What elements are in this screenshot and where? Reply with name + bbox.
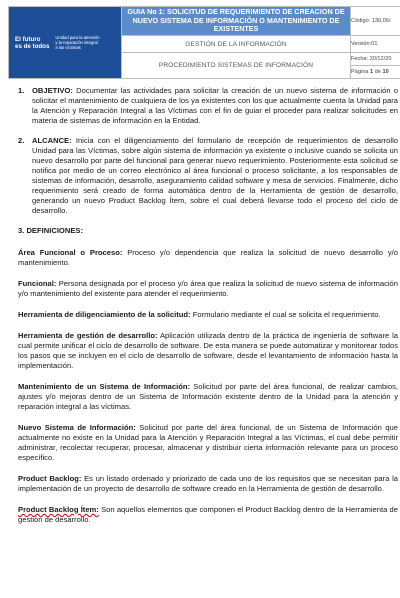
definition-text: Persona designada por el proceso y/o área que realiza la solicitud de nuevo sistema de información y/o mantenimiento del existente para atender el requerimiento.: [18, 279, 398, 298]
definition-item: [18, 248, 398, 268]
definition-term: Mantenimiento de un Sistema de Información:: [18, 382, 191, 391]
definition-term: Nuevo Sistema de Información:: [18, 423, 136, 432]
definition-term: Área Funcional o Proceso:: [18, 248, 123, 257]
procedimiento-label: PROCEDIMIENTO SISTEMAS DE INFORMACIÓN: [122, 53, 351, 79]
section-alcance: [18, 136, 398, 216]
pagina-num: 1: [369, 69, 374, 75]
logo-sub-text: Unidad para la atención y la reparación integral a las víctimas: [55, 35, 100, 50]
version: Versión:01: [351, 36, 400, 53]
definition-text: Solicitud por parte del área funcional, de un Sistema de Información que actualmente no existe en la Unidad para la Atención y Reparación Integral a las Víctimas, el cual debe permitir administrar, recolectar recuperar, procesar, almacenar y distribuir cierta información relevante para un proceso específico.: [18, 423, 398, 462]
definition-item: [18, 279, 398, 299]
definition-term: Herramienta de gestión de desarrollo:: [18, 331, 158, 340]
section-number: 2.: [18, 136, 25, 145]
definiciones-heading: 3. DEFINICIONES:: [18, 226, 83, 235]
fecha: Fecha: 20/12/20: [351, 53, 400, 66]
section-number: 1.: [18, 86, 25, 95]
section-objetivo: [18, 86, 398, 126]
definition-item: [18, 474, 398, 494]
definition-item: [18, 331, 398, 371]
definition-item: [18, 310, 398, 320]
definition-text: Formulario mediante el cual se solicita el requerimiento.: [190, 310, 381, 319]
document-body: [18, 86, 398, 536]
unidad-logo: [9, 31, 121, 54]
definition-term: Herramienta de diligenciamiento de la solicitud:: [18, 310, 191, 319]
gestion-label: GESTIÓN DE LA INFORMACIÓN: [122, 36, 351, 53]
document-header: [8, 6, 400, 79]
pagina-total: 10: [382, 69, 389, 75]
definition-text: Aplicación utilizada dentro de la práctica de ingeniería de software la cual permite unificar el ciclo de desarrollo de software. De esta manera se puede automatizar y monitorear todos los pasos que se incluyen en el ciclo de desarrollo de software, desde el levantamiento de información hasta la implementación.: [18, 331, 398, 370]
definitions-list: [18, 248, 398, 525]
definition-text: Proceso y/o dependencia que realiza la solicitud de nuevo desarrollo y/o mantenimiento.: [18, 248, 398, 267]
logo-cell: [9, 7, 122, 79]
doc-title: GUIA No 1: SOLICITUD DE REQUERIMIENTO DE CREACION DE NUEVO SISTEMA DE INFORMACIÓN O MANTENIMIENTO DE EXISTENTES: [122, 7, 351, 36]
alcance-text: Inicia con el diligenciamiento del formulario de recepción de requerimientos de desarrollo Unidad para las Víctimas, sobre algún sistema de información ya existente o inclusive cuando se solicita un nuevo desarrollo por parte del funcional para generar nuevo requerimiento. Posteriormente esta solicitud se notifica por medio de un correo electrónico al área funcional o proceso solicitante, a los responsables de sistemas de información, desarrollo, aseguramiento calidad software y mesa de servicios. Finalmente, dicho requerimiento será creado de forma automática dentro de la Herramienta de gestión de desarrollo, generando un nuevo Product Backlog Ítem, sobre el cual deberá llevarse todo el proceso del ciclo de desarrollo.: [32, 136, 398, 215]
alcance-label: ALCANCE:: [32, 136, 72, 145]
definition-item: [18, 505, 398, 525]
definition-item: [18, 382, 398, 412]
definition-text: Son aquellos elementos que componen el Product Backlog dentro de la Herramienta de gestión de desarrollo.: [18, 505, 399, 524]
definition-text: Solicitud por parte del área funcional, de realizar cambios, ajustes y/o mejoras dentro de un Sistema de Información existente dentro de la Unidad para la atención y reparación integral a las víctimas.: [18, 382, 398, 411]
logo-main-text: El futuro es de todos: [15, 35, 50, 50]
pagina-mid: de: [373, 69, 383, 75]
definition-term: Product Backlog:: [18, 474, 82, 483]
definition-text: Es un listado ordenado y priorizado de cada uno de los requisitos que se necesitan para la implementación de un proyecto de desarrollo de software creado en la Herramienta de gestión de desarrollo.: [18, 474, 398, 493]
pagina: [351, 66, 400, 79]
objetivo-label: OBJETIVO:: [32, 86, 73, 95]
codigo: Código: 130,06/: [351, 7, 400, 36]
pagina-prefix: Página: [351, 69, 370, 75]
definition-term: Funcional:: [18, 279, 57, 288]
definition-term: Product Backlog Ítem:: [18, 505, 99, 514]
objetivo-text: Documentar las actividades para solicitar la creación de un nuevo sistema de información o solicitar el mantenimiento de cualquiera de los ya existentes con los que actualmente cuenta la Unidad para la Atención y Reparación Integral a las Víctimas con el fin de guiar el proceder para realizar solicitudes en materia de sistemas de información en la Entidad.: [32, 86, 398, 125]
definition-item: [18, 423, 398, 463]
